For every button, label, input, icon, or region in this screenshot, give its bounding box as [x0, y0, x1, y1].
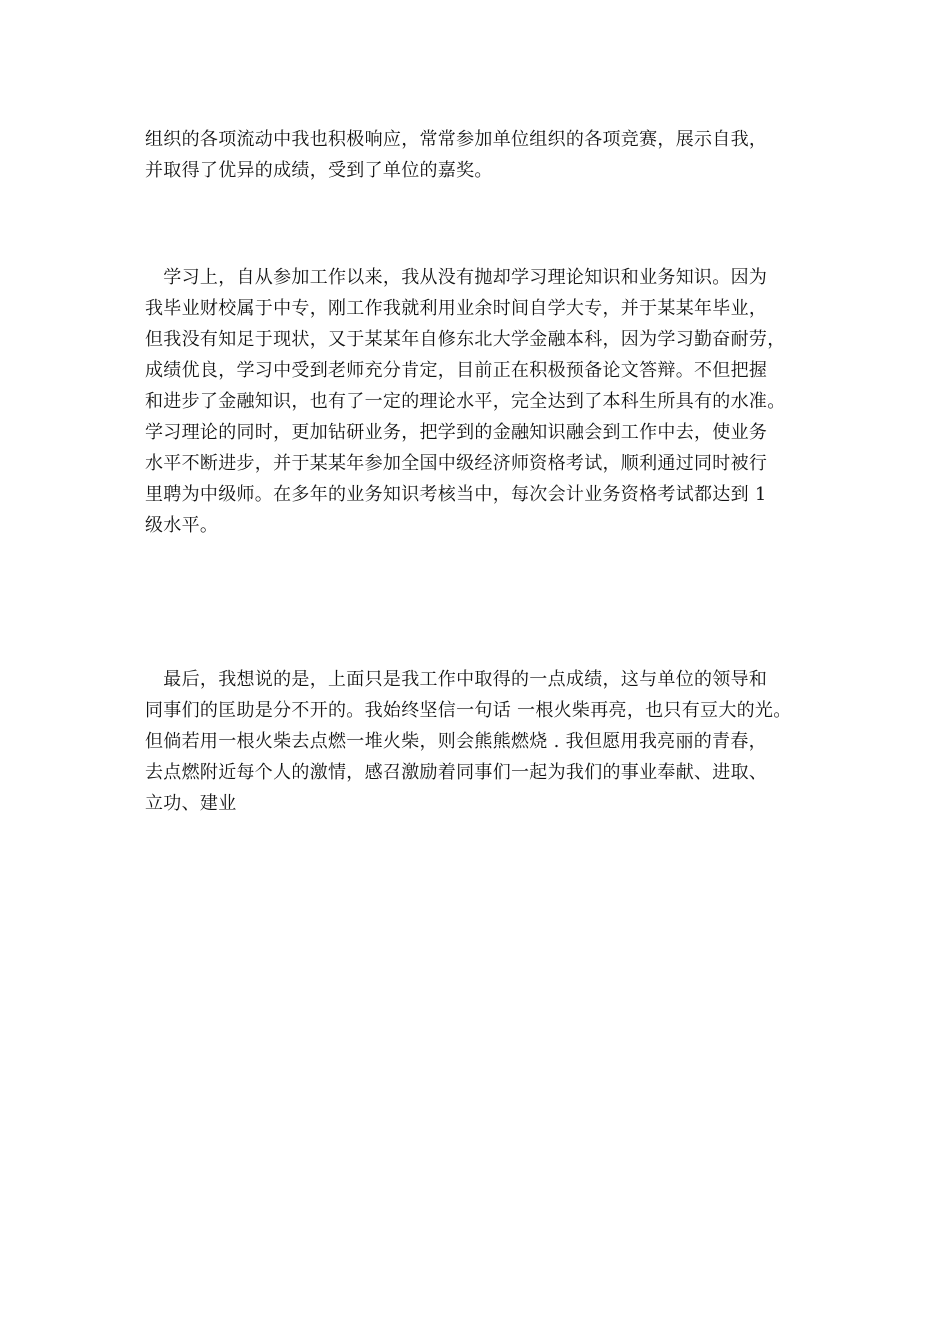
text-line: 最后，我想说的是，上面只是我工作中取得的一点成绩，这与单位的领导和 [145, 669, 768, 690]
text-line: 水平不断进步，并于某某年参加全国中级经济师资格考试，顺利通过同时被行 [145, 453, 768, 474]
text-line: 去点燃附近每个人的激情，感召激励着同事们一起为我们的事业奉献、进取、 [145, 762, 768, 783]
text-line: 成绩优良，学习中受到老师充分肯定，目前正在积极预备论文答辩。不但把握 [145, 360, 768, 381]
text-line: 我毕业财校属于中专，刚工作我就利用业余时间自学大专，并于某某年毕业， [145, 298, 768, 319]
text-line: 但我没有知足于现状，又于某某年自修东北大学金融本科，因为学习勤奋耐劳， [145, 329, 786, 350]
text-line: 学习上，自从参加工作以来，我从没有抛却学习理论知识和业务知识。因为 [145, 267, 768, 288]
text-line: 立功、建业 [145, 793, 237, 814]
paragraph-conclusion [145, 664, 825, 819]
text-line: 并取得了优异的成绩，受到了单位的嘉奖。 [145, 160, 493, 181]
text-line: 里聘为中级师。在多年的业务知识考核当中，每次会计业务资格考试都达到 1 [145, 484, 767, 505]
text-line: 学习理论的同时，更加钻研业务，把学到的金融知识融会到工作中去，使业务 [145, 422, 768, 443]
text-line: 同事们的匡助是分不开的。我始终坚信一句话 一根火柴再亮，也只有豆大的光。 [145, 700, 792, 721]
text-line: 级水平。 [145, 515, 219, 536]
paragraph-study [145, 262, 825, 541]
text-line: 和进步了金融知识，也有了一定的理论水平，完全达到了本科生所具有的水准。 [145, 391, 786, 412]
paragraph-activities [145, 124, 825, 186]
text-line: 但倘若用一根火柴去点燃一堆火柴，则会熊熊燃烧 . 我但愿用我亮丽的青春， [145, 731, 767, 752]
text-line: 组织的各项流动中我也积极响应，常常参加单位组织的各项竞赛，展示自我， [145, 129, 768, 150]
